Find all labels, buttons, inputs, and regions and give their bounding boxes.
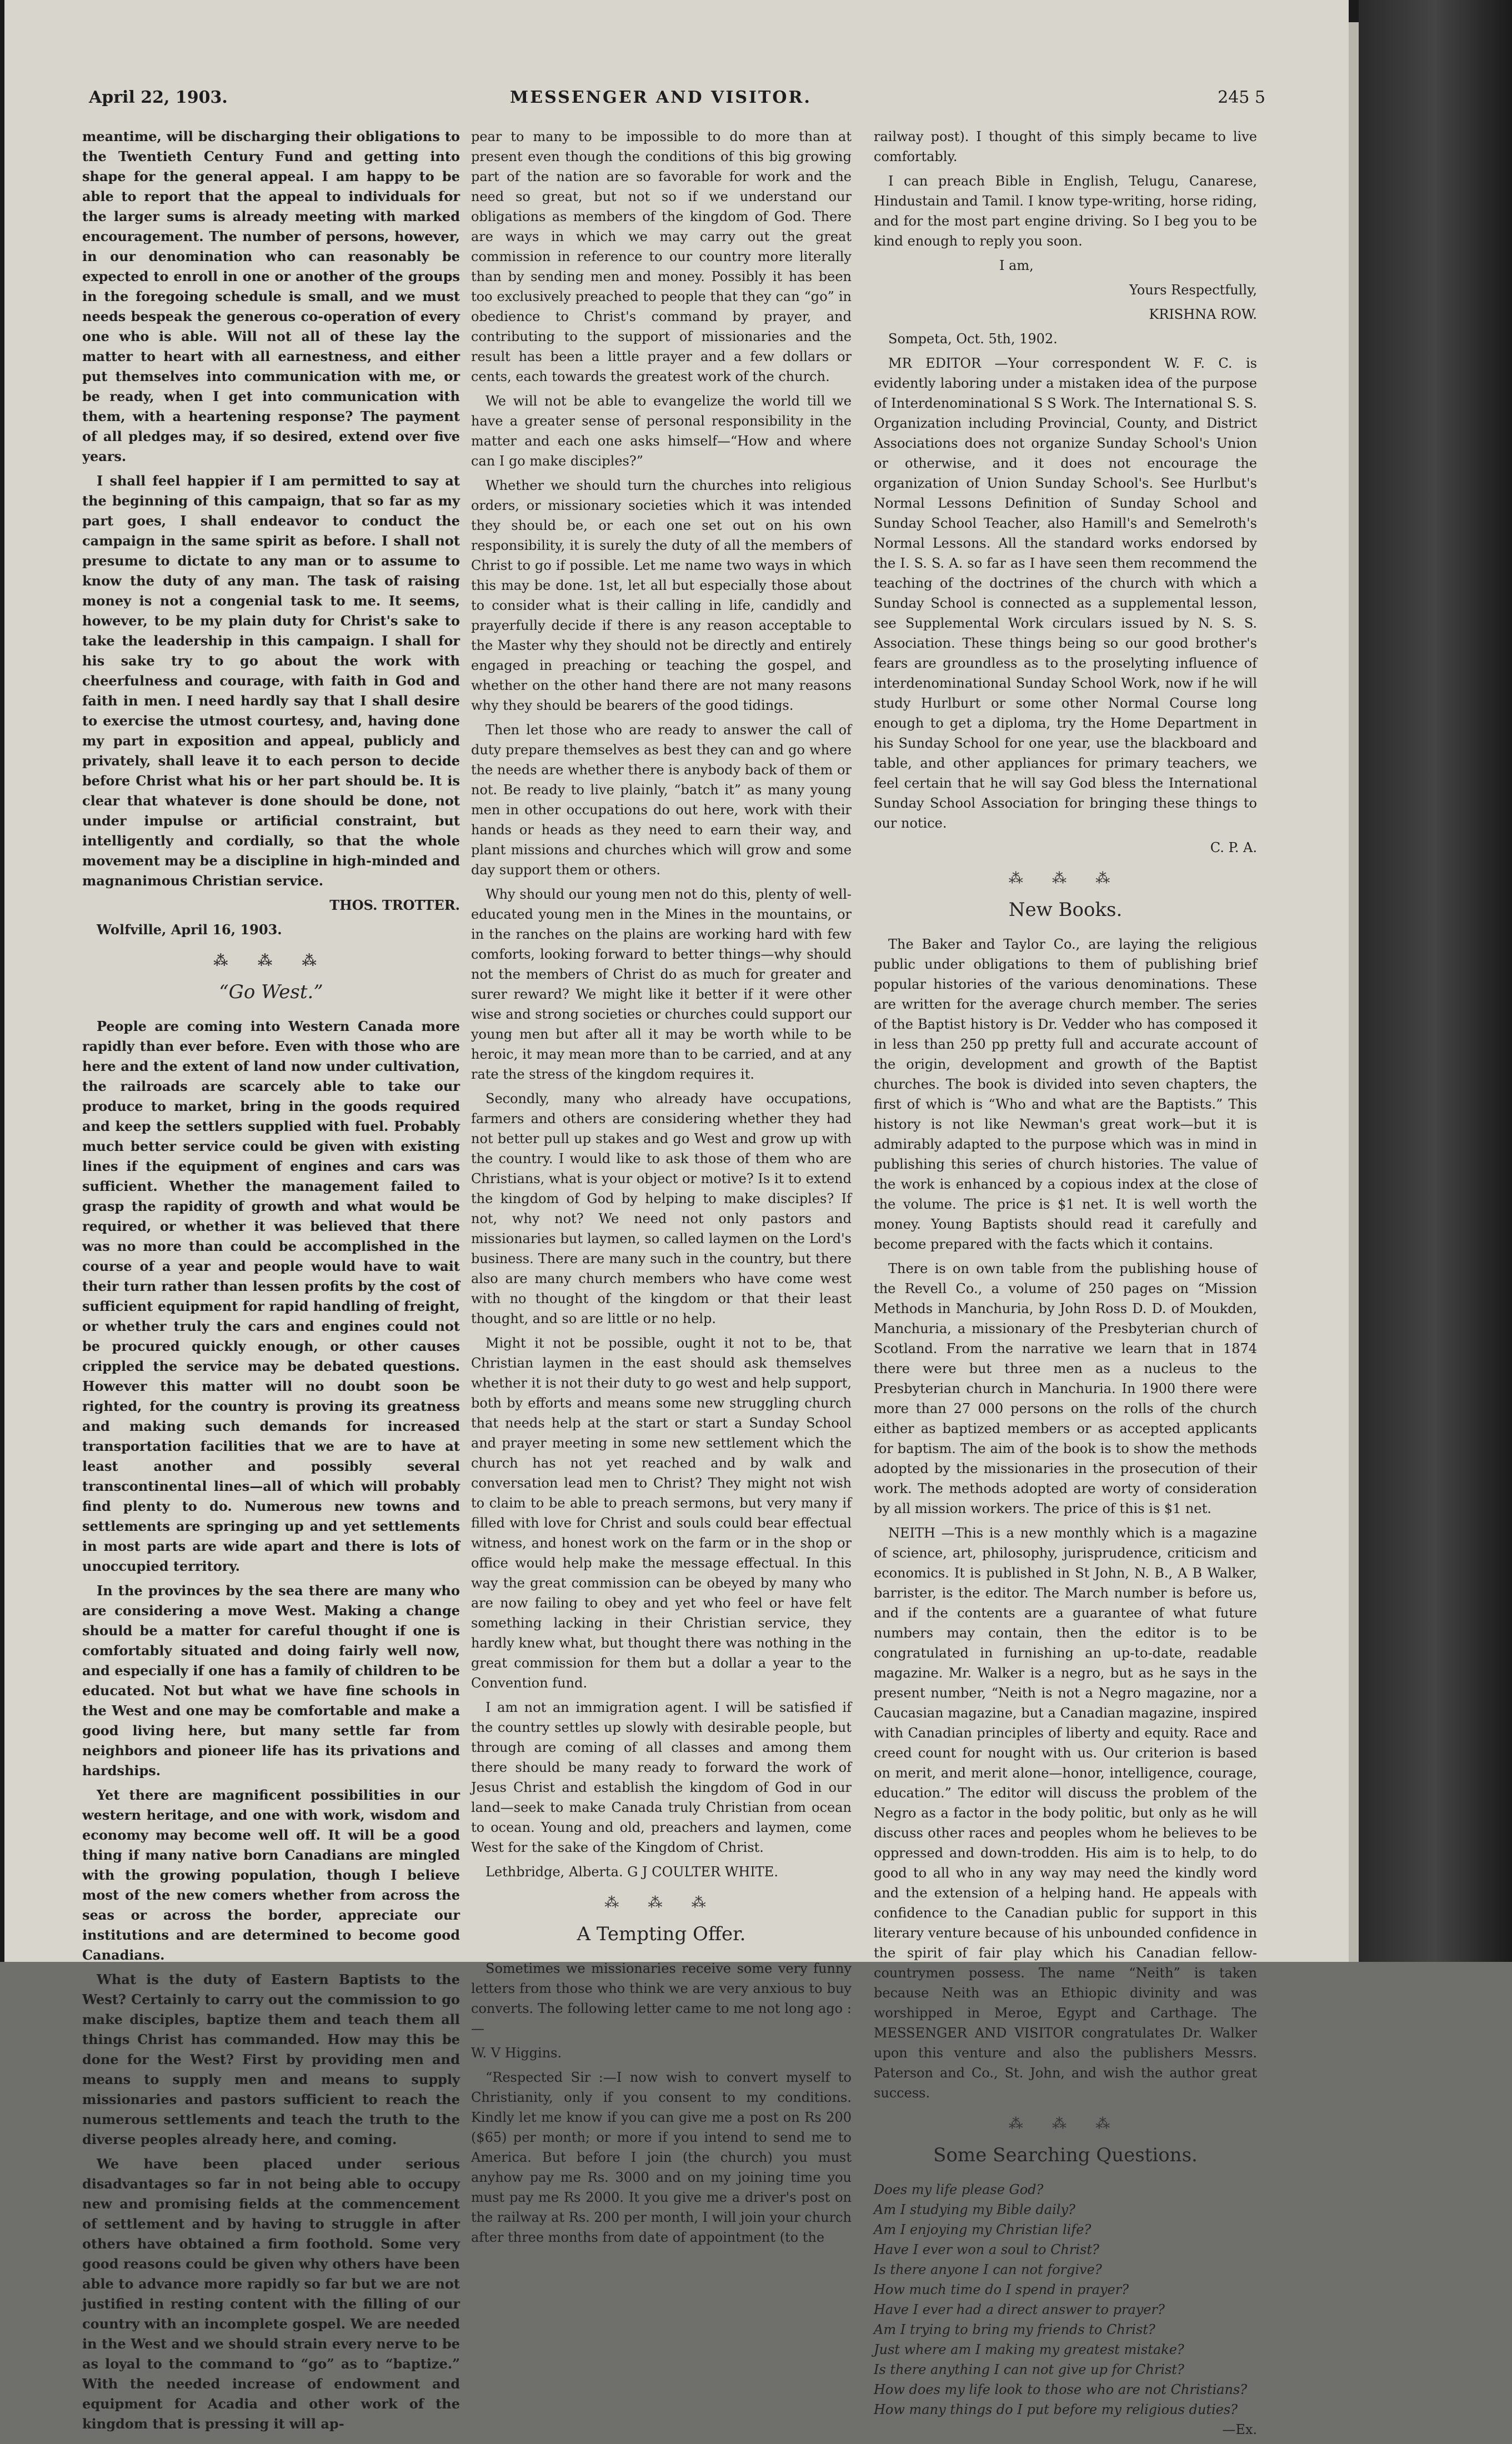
book-spine (1359, 0, 1512, 1962)
column-3 (874, 127, 1257, 2444)
issue-date: April 22, 1903. (89, 88, 228, 107)
ornament: ⁂ ⁂ ⁂ (604, 1895, 718, 1911)
list-item: Am I enjoying my Christian life? (874, 2222, 1092, 2237)
article-heading: New Books. (1008, 899, 1123, 921)
list-item: Does my life please God? (874, 2182, 1044, 2197)
list-item: How does my life look to those who are not Christians? (874, 2382, 1248, 2397)
closing: Yours Respectfully, (1129, 282, 1257, 298)
newspaper-page (4, 0, 1349, 2437)
salutation: I am, (999, 258, 1034, 273)
paragraph: I can preach Bible in English, Telugu, Canarese, Hindustain and Tamil. I know type-writing, horse riding, and for the most part engine driving. So I beg you to be kind enough to reply you soon. (874, 173, 1257, 249)
paragraph: Secondly, many who already have occupations, farmers and others are considering whether they had not better pull up stakes and go West and grow up with the country. I would like to ask those of them who are Christians, what is your object or motive? Is it to extend the kingdom of God by helping to make disciples? If not, why not? We need not only pastors and missionaries but laymen, so called laymen on the Lord's business. There are many such in the country, but there also are many church members who have come west with no thought of the kingdom or that their least thought, and so are little or no help. (471, 1091, 852, 1326)
dateline: Wolfville, April 16, 1903. (97, 921, 282, 938)
article-heading: “Go West.” (219, 981, 323, 1003)
signature: C. P. A. (1210, 840, 1257, 855)
paragraph: Then let those who are ready to answer the call of duty prepare themselves as best they can and go where the needs are whether there is anybody back of them or not. Be ready to live plainly, “batch it” as many young men in other occupations do out here, work with their hands or heads as they need to earn their way, and plant missions and churches which will grow and some day support them or others. (471, 722, 852, 878)
paragraph: I am not an immigration agent. I will be satisfied if the country settles up slowly with desirable people, but through are coming of all classes and among them there should be many ready to forward the work of Jesus Christ and establish the kingdom of God in our land—seek to make Canada truly Christian from ocean to ocean. Young and old, preachers and laymen, come West for the sake of the Kingdom of Christ. (471, 1700, 852, 1855)
article-heading: A Tempting Offer. (577, 1923, 746, 1945)
page-edge (1349, 22, 1359, 1962)
paragraph: I shall feel happier if I am permitted to say at the beginning of this campaign, that so far as my part goes, I shall endeavor to conduct the campaign in the same spirit as before. I shall not presume to dictate to any man or to assume to know the duty of any man. The task of raising money is not a congenial task to me. It seems, however, to be my plain duty for Christ's sake to take the leadership in this campaign. I shall for his sake try to go about the work with cheerfulness and courage, with faith in God and faith in men. I need hardly say that I shall desire to exercise the utmost courtesy, and, having done my part in exposition and appeal, publicly and privately, shall leave it to each person to decide before Christ what his or her part should be. It is clear that whatever is done should be done, not under impulse or artificial constraint, but intelligently and cordially, so that the whole movement may be a discipline in high-minded and magnanimous Christian service. (82, 473, 460, 889)
list-item: Is there anyone I can not forgive? (874, 2262, 1102, 2277)
paragraph: We will not be able to evangelize the world till we have a greater sense of personal responsibility in the matter and each one asks himself—“How and where can I go make disciples?” (471, 393, 852, 469)
page-number: 245 5 (1218, 88, 1265, 107)
dateline: Sompeta, Oct. 5th, 1902. (888, 331, 1058, 347)
page-header (82, 83, 1265, 117)
paragraph: “Respected Sir :—I now wish to convert myself to Christianity, only if you consent to my conditions. Kindly let me know if you can give me a post on Rs 200 ($65) per month; or more if you intend to send me to America. But before I join (the church) you must anyhow pay me Rs. 3000 and on my joining time you must pay me Rs 2000. It you give me a driver's post on the railway at Rs. 200 per month, I will join your church after three months from date of appointment (to the (471, 2070, 852, 2245)
paragraph: NEITH —This is a new monthly which is a magazine of science, art, philosophy, jurisprudence, criticism and economics. It is published in St John, N. B., A B Walker, barrister, is the editor. The March number is before us, and if the contents are a guarantee of what future numbers may contain, then the editor is to be congratulated in furnishing an up-to-date, readable magazine. Mr. Walker is a negro, but as he says in the present number, “Neith is not a Negro magazine, nor a Caucasian magazine, but a Canadian magazine, inspired with Canadian principles of liberty and equity. Race and creed count for nought with us. Our criterion is based on merit, and merit alone—honor, intelligence, courage, education.” The editor will discuss the problem of the Negro as a factor in the body politic, but only as he will discuss other races and peoples whom he believes to be oppressed and down-trodden. His aim is to help, to do good to all who in any way may need the kindly word and the extension of a helping hand. He appeals with confidence to the Canadian public for support in this literary venture because of his unbounded confidence in the spirit of fair play which his Canadian fellow-countrymen possess. The name “Neith” is taken because Neith was an Ethiopic divinity and was worshipped in Meroe, Egypt and Carthage. The MESSENGER AND VISITOR congratulates Dr. Walker upon this venture and also the publishers Messrs. Paterson and Co., St. John, and wish the author great success. (874, 1525, 1257, 2101)
paragraph: Yet there are magnificent possibilities in our western heritage, and one with work, wisdom and economy may become well off. It will be a good thing if many native born Canadians are mingled with the growing population, though I believe most of the new comers whether from across the seas or across the border, appreciate our institutions and are determined to become good Canadians. (82, 1787, 460, 1963)
paragraph: What is the duty of Eastern Baptists to the West? Certainly to carry out the commission to go make disciples, baptize them and teach them all things Christ has commanded. How may this be done for the West? First by providing men and means to supply men and means to supply missionaries and pastors sufficient to reach the numerous settlements and teach the truth to the diverse peoples already here, and coming. (82, 1971, 460, 2147)
list-item: Have I ever won a soul to Christ? (874, 2242, 1099, 2257)
masthead-title: MESSENGER AND VISITOR. (510, 88, 812, 107)
column-1 (82, 127, 460, 2438)
paragraph: Why should our young men not do this, plenty of well-educated young men in the Mines in the mountains, or in the ranches on the plains are working hard with few comforts, looking forward to better things—why should not the members of Christ do as much for greater and surer reward? We might like it better if it were other wise and strong societies or churches could support our young men but after all it may be worth while to be heroic, it may mean more than to be carried, and at any rate the stress of the kingdom requires it. (471, 887, 852, 1082)
paragraph: There is on own table from the publishing house of the Revell Co., a volume of 250 pages on “Mission Methods in Manchuria, by John Ross D. D. of Moukden, Manchuria, a missionary of the Presbyterian church of Scotland. From the narrative we learn that in 1874 there were but three men as a nucleus to the Presbyterian church in Manchuria. In 1900 there were more than 27 000 persons on the rolls of the church either as baptized members or as accepted applicants for baptism. The aim of the book is to show the methods adopted by the missionaries in the prosecution of their work. The methods adopted are worty of consideration by all mission workers. The price of this is $1 net. (874, 1261, 1257, 1516)
source-note: —Ex. (1222, 2422, 1257, 2437)
paragraph: Sometimes we missionaries receive some very funny letters from those who think we are very anxious to buy converts. The following letter came to me not long ago :— (471, 1961, 852, 2036)
list-item: Is there anything I can not give up for Christ? (874, 2362, 1184, 2377)
list-item: How many things do I put before my religious duties? (874, 2402, 1238, 2417)
ornament: ⁂ ⁂ ⁂ (213, 953, 329, 969)
column-2 (471, 127, 852, 2252)
signature: KRISHNA ROW. (1149, 307, 1257, 322)
question-list (874, 2180, 1257, 2420)
ornament: ⁂ ⁂ ⁂ (1008, 870, 1123, 887)
paragraph: MR EDITOR —Your correspondent W. F. C. is evidently laboring under a mistaken idea of the purpose of Interdenominational S S Work. The International S. S. Organization including Provincial, County, and District Associations does not organize Sunday School's Union or otherwise, and it does not encourage the organization of Union Sunday School's. See Hurlbut's Normal Lessons Definition of Sunday School and Sunday School Teacher, also Hamill's and Semelroth's Normal Lessons. All the standard works endorsed by the I. S. S. A. so far as I have seen them recommend the teaching of the doctrines of the church with which a Sunday School is connected as a supplemental lesson, see Supplemental Work circulars issued by N. S. S. Association. These things being so our good brother's fears are groundless as to the proselyting influence of interdenominational Sunday School Work, now if he will study Hurlburt or some other Normal Course long enough to get a diploma, try the Home Department in his Sunday School for one year, use the blackboard and table, and other appliances for primary teachers, we feel certain that he will say God bless the International Sunday School Association for bringing these things to our notice. (874, 355, 1257, 831)
paragraph: pear to many to be impossible to do more than at present even though the conditions of this big growing part of the nation are so favorable for work and the need so great, but not so if we understand our obligations as members of the kingdom of God. There are ways in which we may carry out the great commission in reference to our country more literally than by sending men and money. Possibly it has been too exclusively preached to people that they can “go” in obedience to Christ's command by prayer, and contributing to the support of missionaries and the result has been a little prayer and a few dollars or cents, each towards the greatest work of the church. (471, 129, 852, 384)
paragraph: Might it not be possible, ought it not to be, that Christian laymen in the east should ask themselves whether it is not their duty to go west and help support, both by efforts and means some new struggling church that needs help at the start or start a Sunday School and prayer meeting in some new settlement which the church has not yet reached and by walk and conversation lead men to Christ? They might not wish to claim to be able to preach sermons, but very many if filled with love for Christ and souls could bear effectual witness, and honest work on the farm or in the shop or office would help make the message effectual. In this way the great commission can be obeyed by many who are now failing to obey and yet who feel or have felt something lacking in their Christian service, they hardly knew what, but thought there was nothing in the great commission for them but a dollar a year to the Convention fund. (471, 1335, 852, 1691)
paragraph: The Baker and Taylor Co., are laying the religious public under obligations to them of publishing brief popular histories of the various denominations. These are written for the average church member. The series of the Baptist history is Dr. Vedder who has composed it in less than 250 pp pretty full and accurate account of the origin, development and growth of the Baptist churches. The book is divided into seven chapters, the first of which is “Who and what are the Baptists.” This history is not like Newman's great work—but it is admirably adapted to the purpose which was in mind in publishing this series of church histories. The value of the work is enhanced by a copious index at the close of the volume. The price is $1 net. It is well worth the money. Young Baptists should read it carefully and become prepared with the facts which it contains. (874, 936, 1257, 1252)
list-item: Just where am I making my greatest mistake? (874, 2342, 1184, 2357)
paragraph: We have been placed under serious disadvantages so far in not being able to occupy new and promising fields at the commencement of settlement and by having to struggle in after others have obtained a firm foothold. Some very good reasons could be given why others have been able to advance more rapidly so far but we are not justified in resting content with the filling of our country with an incomplete gospel. We are needed in the West and we should strain every nerve to be as loyal to the command to “go” as to “baptize.” With the needed increase of endowment and equipment for Acadia and other work of the kingdom that is pressing it will ap- (82, 2156, 460, 2432)
ornament: ⁂ ⁂ ⁂ (1008, 2116, 1123, 2132)
article-heading: Some Searching Questions. (933, 2144, 1198, 2166)
paragraph: People are coming into Western Canada more rapidly than ever before. Even with those who are here and the extent of land now under cultivation, the railroads are scarcely able to take our produce to market, bring in the goods required and keep the settlers supplied with fuel. Probably much better service could be given with existing lines if the equipment of engines and cars was sufficient. Whether the management failed to grasp the rapidity of growth and what would be required, or whether it was believed that there was no more than could be accomplished in the course of a year and people would have to wait their turn rather than lessen profits by the cost of sufficient equipment for rapid handling of freight, or whether truly the cars and engines could not be procured quickly enough, or other causes crippled the service may be debated questions. However this matter will no doubt soon be righted, for the country is proving its greatness and making such demands for increased transportation facilities that we are to have at least another and possibly several transcontinental lines—all of which will probably find plenty to do. Numerous new towns and settlements are springing up and yet settlements in most parts are wide apart and there is lots of unoccupied territory. (82, 1018, 460, 1574)
addressee: W. V Higgins. (471, 2045, 562, 2061)
signature: Lethbridge, Alberta. G J COULTER WHITE. (485, 1864, 778, 1880)
list-item: Am I studying my Bible daily? (874, 2202, 1075, 2217)
list-item: How much time do I spend in prayer? (874, 2282, 1129, 2297)
paragraph: In the provinces by the sea there are many who are considering a move West. Making a change should be a matter for careful thought if one is comfortably situated and doing fairly well now, and especially if one has a family of children to be educated. Not but what we have fine schools in the West and one may be comfortable and make a good living here, but many settle far from neighbors and pioneer life has its privations and hardships. (82, 1582, 460, 1779)
paragraph: Whether we should turn the churches into religious orders, or missionary societies which it was intended they should be, or each one set out on his own responsibility, it is surely the duty of all the members of Christ to go if possible. Let me name two ways in which this may be done. 1st, let all but especially those about to consider what is their calling in life, candidly and prayerfully decide if there is any reason acceptable to the Master why they should not be directly and entirely engaged in preaching or teaching the gospel, and whether on the other hand there are not many reasons why they should be bearers of the good tidings. (471, 478, 852, 713)
list-item: Am I trying to bring my friends to Christ? (874, 2322, 1155, 2337)
signature: THOS. TROTTER. (329, 897, 460, 913)
list-item: Have I ever had a direct answer to prayer? (874, 2302, 1165, 2317)
paragraph: meantime, will be discharging their obligations to the Twentieth Century Fund and getting into shape for the general appeal. I am happy to be able to report that the appeal to individuals for the larger sums is already meeting with marked encouragement. The number of persons, however, in our denomination who can reasonably be expected to enroll in one or another of the groups in the foregoing schedule is small, and we must needs bespeak the generous co-operation of every one who is able. Will not all of these lay the matter to heart with all earnestness, and either put themselves into communication with me, or be ready, when I get into communication with them, with a heartening response? The payment of all pledges may, if so desired, extend over five years. (82, 128, 460, 464)
paragraph: railway post). I thought of this simply became to live comfortably. (874, 129, 1257, 164)
